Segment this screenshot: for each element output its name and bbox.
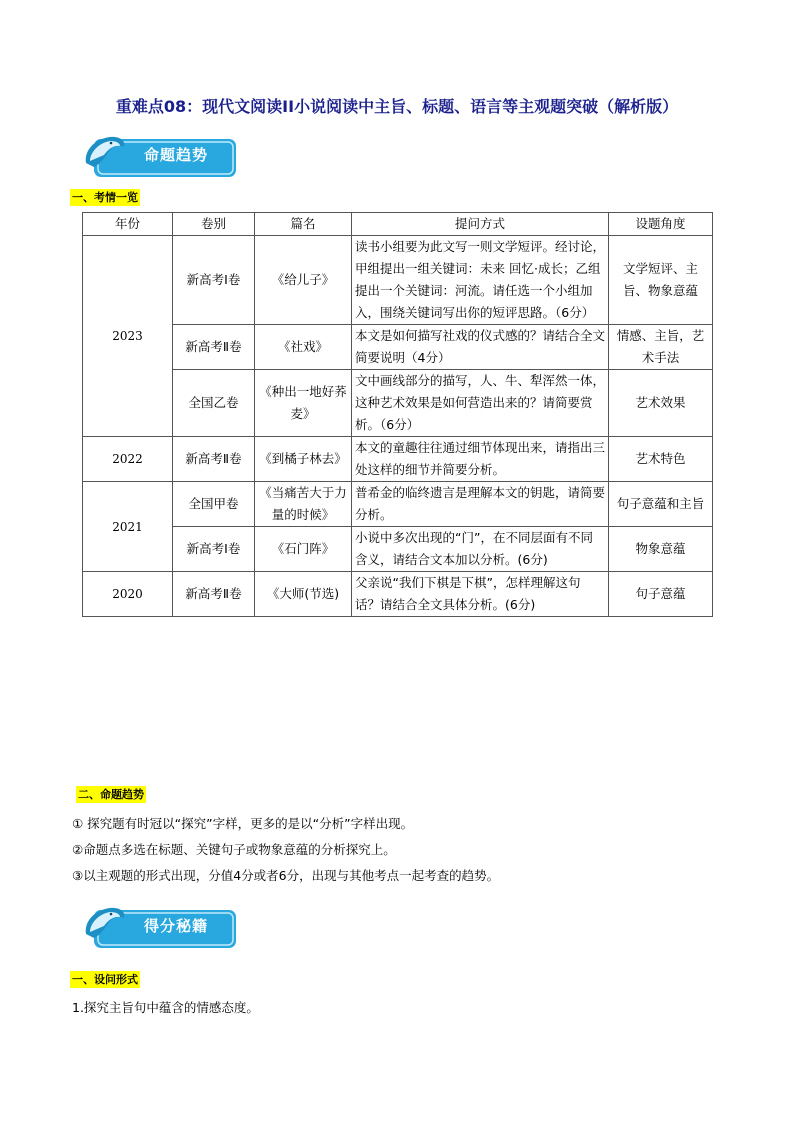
paper-cell: 新高考Ⅱ卷 [173,437,255,482]
trend-item: ① 探究题有时冠以“探究”字样，更多的是以“分析”字样出现。 [72,816,414,831]
title-cell: 《到橘子林去》 [255,437,352,482]
page-title: 重难点08：现代文阅读II小说阅读中主旨、标题、语言等主观题突破（解析版） [115,97,679,116]
angle-cell: 艺术效果 [609,370,713,437]
trend-item: ②命题点多选在标题、关键句子或物象意蕴的分析探究上。 [72,842,396,857]
header-cell: 篇名 [255,213,352,236]
year-cell: 2020 [83,572,173,617]
section-heading-overview: 一、考情一览 [72,191,138,204]
table-row [83,437,713,482]
paper-cell: 全国乙卷 [173,370,255,437]
title-cell: 《当痛苦大于力量的时候》 [255,482,352,527]
question-cell: 文中画线部分的描写，人、牛、犁浑然一体，这种艺术效果是如何营造出来的？请简要赏析。（6分） [352,370,609,437]
section-banner-trend [80,133,238,179]
section-heading-trend: 二、命题趋势 [78,788,144,801]
question-cell: 普希金的临终遗言是理解本文的钥匙，请简要分析。 [352,482,609,527]
title-cell: 《给儿子》 [255,236,352,325]
angle-cell: 句子意蕴 [609,572,713,617]
section-heading-question-forms: 一、设问形式 [72,973,138,986]
paper-cell: 新高考Ⅰ卷 [173,236,255,325]
title-cell: 《种出一地好荞麦》 [255,370,352,437]
banner-label: 得分秘籍 [143,917,208,935]
angle-cell: 情感、主旨，艺术手法 [609,325,713,370]
paper-cell: 新高考Ⅱ卷 [173,325,255,370]
angle-cell: 物象意蕴 [609,527,713,572]
table-row [83,482,713,527]
question-cell: 小说中多次出现的“门”，在不同层面有不同含义，请结合文本加以分析。(6分) [352,527,609,572]
title-cell: 《石门阵》 [255,527,352,572]
question-cell: 本文是如何描写社戏的仪式感的？请结合全文简要说明（4分） [352,325,609,370]
header-cell: 提问方式 [352,213,609,236]
table-row [83,527,713,572]
section-banner-tips [80,904,238,950]
question-cell: 本文的童趣往往通过细节体现出来，请指出三处这样的细节并简要分析。 [352,437,609,482]
question-cell: 读书小组要为此文写一则文学短评。经讨论，甲组提出一组关键词：未来 回忆·成长；乙组提出一个关键词：河流。请任选一个小组加入，围绕关键词写出你的短评思路。（6分） [352,236,609,325]
question-cell: 父亲说“我们下棋是下棋”，怎样理解这句话？请结合全文具体分析。(6分) [352,572,609,617]
angle-cell: 文学短评、主旨、物象意蕴 [609,236,713,325]
header-cell: 卷别 [173,213,255,236]
year-cell: 2021 [83,482,173,572]
title-cell: 《大师(节选) [255,572,352,617]
angle-cell: 艺术特色 [609,437,713,482]
paper-cell: 新高考Ⅱ卷 [173,572,255,617]
table-header-row [83,213,713,236]
header-cell: 年份 [83,213,173,236]
table-row [83,236,713,325]
year-cell: 2023 [83,236,173,437]
angle-cell: 句子意蕴和主旨 [609,482,713,527]
table-row [83,370,713,437]
table-row [83,572,713,617]
paper-cell: 全国甲卷 [173,482,255,527]
header-cell: 设题角度 [609,213,713,236]
banner-label: 命题趋势 [143,146,208,164]
year-cell: 2022 [83,437,173,482]
table-row [83,325,713,370]
list-item: 1.探究主旨句中蕴含的情感态度。 [72,1000,259,1015]
title-cell: 《社戏》 [255,325,352,370]
paper-cell: 新高考Ⅰ卷 [173,527,255,572]
trend-item: ③以主观题的形式出现，分值4分或者6分，出现与其他考点一起考查的趋势。 [72,868,500,883]
exam-table [82,212,713,617]
